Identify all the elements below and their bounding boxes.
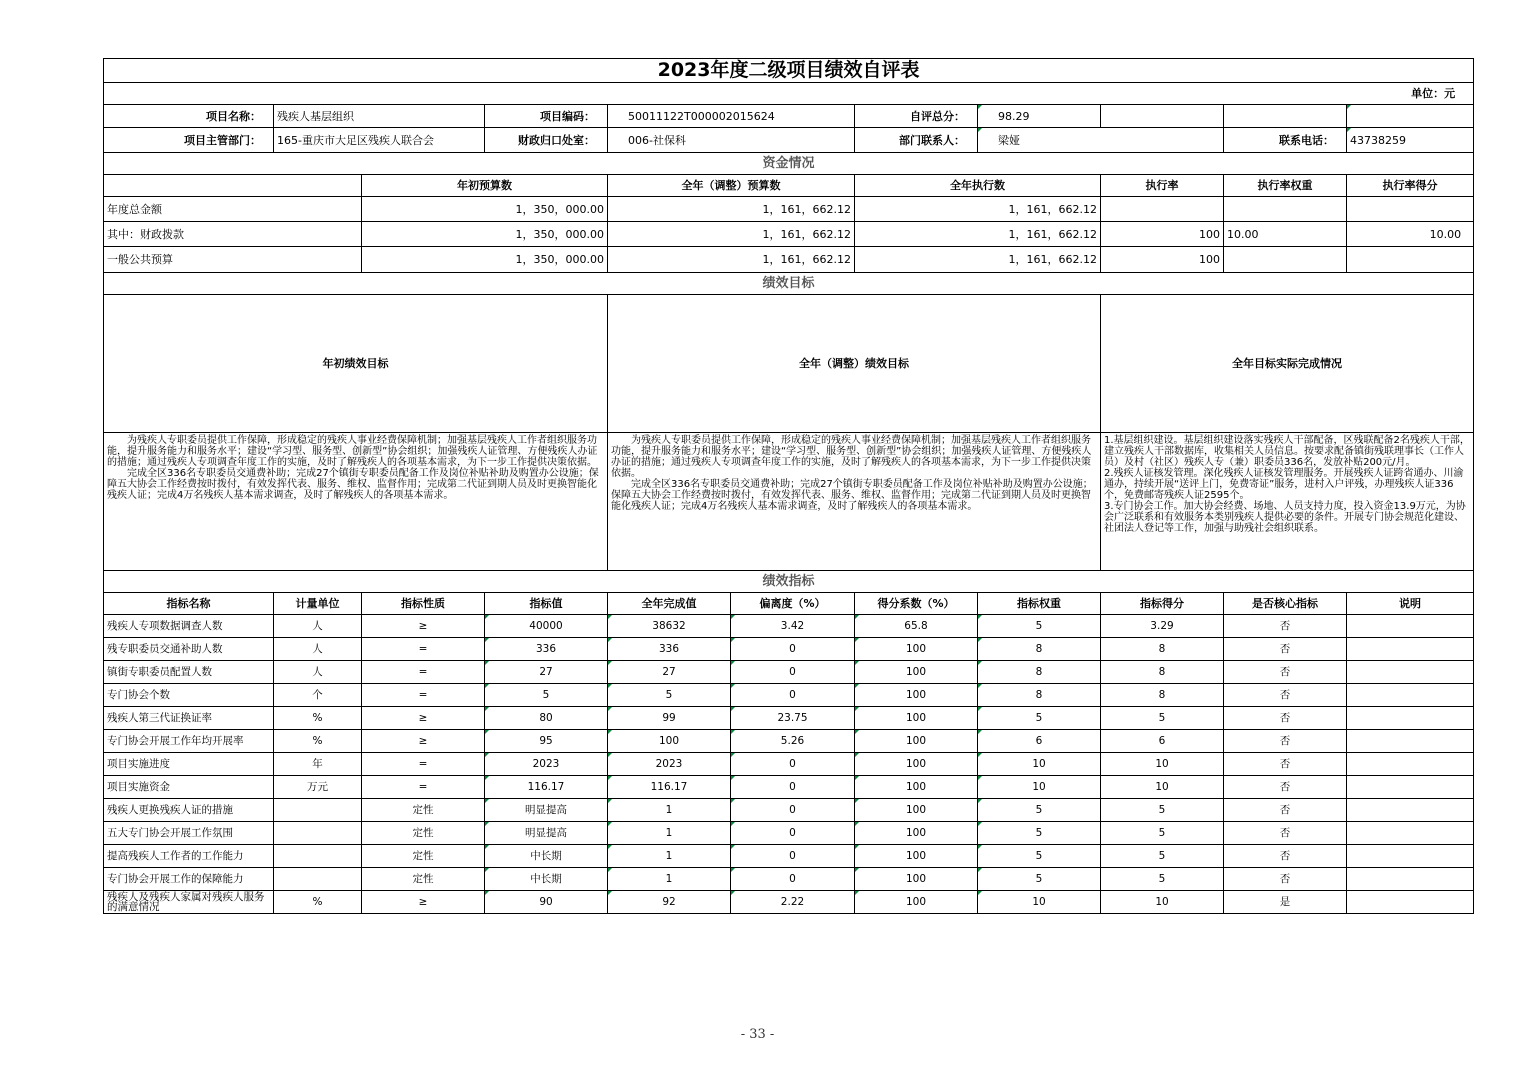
ind-note — [1347, 638, 1474, 661]
ind-header-core: 是否核心指标 — [1224, 593, 1347, 615]
ind-deviation: 0 — [731, 638, 855, 661]
ind-nature: = — [362, 684, 485, 707]
ind-name: 残疾人更换残疾人证的措施 — [104, 799, 274, 822]
ind-core: 否 — [1224, 845, 1347, 868]
project-name-value: 残疾人基层组织 — [274, 105, 485, 128]
funds-row — [104, 222, 1474, 247]
ind-note — [1347, 822, 1474, 845]
indicator-row — [104, 753, 1474, 776]
ind-nature: 定性 — [362, 822, 485, 845]
ind-note — [1347, 753, 1474, 776]
ind-header-nature: 指标性质 — [362, 593, 485, 615]
unit-label: 单位：元 — [104, 83, 1474, 105]
goals-header-initial: 年初绩效目标 — [104, 295, 608, 433]
ind-nature: 定性 — [362, 845, 485, 868]
ind-core: 否 — [1224, 684, 1347, 707]
indicator-row — [104, 684, 1474, 707]
funds-executed: 1，161，662.12 — [855, 222, 1101, 247]
funds-weight: 10.00 — [1224, 222, 1347, 247]
indicator-row — [104, 799, 1474, 822]
ind-unit: % — [274, 730, 362, 753]
finance-office-label: 财政归口处室： — [485, 128, 608, 153]
ind-coef: 100 — [855, 799, 978, 822]
ind-actual: 116.17 — [608, 776, 731, 799]
indicator-row — [104, 776, 1474, 799]
ind-weight: 10 — [978, 891, 1101, 914]
ind-core: 否 — [1224, 615, 1347, 638]
funds-adjusted: 1，161，662.12 — [608, 247, 855, 273]
ind-score: 10 — [1101, 776, 1224, 799]
ind-unit — [274, 822, 362, 845]
ind-coef: 100 — [855, 638, 978, 661]
goals-section-title: 绩效目标 — [104, 273, 1474, 295]
funds-header-initial: 年初预算数 — [362, 175, 608, 197]
dept-value: 165-重庆市大足区残疾人联合会 — [274, 128, 485, 153]
ind-name: 残疾人专项数据调查人数 — [104, 615, 274, 638]
ind-coef: 100 — [855, 845, 978, 868]
ind-actual: 27 — [608, 661, 731, 684]
goals-actual-text: 1.基层组织建设。基层组织建设落实残疾人干部配备，区残联配备2名残疾人干部，建立残疾人干部数据库，收集相关人员信息。按要求配备镇街残联理事长（工作人员）及村（社区）残疾人专（兼）职委员336名，发放补贴200元/月。 2.残疾人证核发管理。深化残疾人证核发管理服务。开展残疾人证跨省通办、川渝通办，持续开展“送评上门，免费寄证”服务，进村入户评残，办理残疾人证336个，免费邮寄残疾人证2595个。 3.专门协会工作。加大协会经费、场地、人员支持力度，投入资金13.9万元，为协会广泛联系和有效服务本类别残疾人提供必要的条件。开展专门协会规范化建设、社团法人登记等工作，加强与助残社会组织联系。 — [1101, 433, 1474, 571]
ind-score: 10 — [1101, 753, 1224, 776]
goals-header-row — [104, 295, 1474, 433]
ind-score: 8 — [1101, 661, 1224, 684]
ind-unit: % — [274, 707, 362, 730]
funds-rate: 100 — [1101, 247, 1224, 273]
ind-unit — [274, 799, 362, 822]
ind-coef: 100 — [855, 730, 978, 753]
indicator-row — [104, 730, 1474, 753]
phone-label: 联系电话： — [1224, 128, 1347, 153]
page-title: 2023年度二级项目绩效自评表 — [104, 59, 1474, 83]
ind-header-unit: 计量单位 — [274, 593, 362, 615]
self-evaluation-sheet — [103, 58, 1473, 914]
ind-nature: = — [362, 776, 485, 799]
contact-label: 部门联系人： — [855, 128, 978, 153]
ind-coef: 100 — [855, 684, 978, 707]
ind-coef: 100 — [855, 776, 978, 799]
goals-content-row — [104, 433, 1474, 571]
ind-weight: 10 — [978, 753, 1101, 776]
ind-name: 残专职委员交通补助人数 — [104, 638, 274, 661]
funds-header-score: 执行率得分 — [1347, 175, 1474, 197]
indicator-row — [104, 822, 1474, 845]
indicators-header-row — [104, 593, 1474, 615]
funds-initial: 1，350，000.00 — [362, 247, 608, 273]
ind-name: 提高残疾人工作者的工作能力 — [104, 845, 274, 868]
ind-core: 否 — [1224, 730, 1347, 753]
ind-weight: 8 — [978, 661, 1101, 684]
empty-cell — [1347, 105, 1474, 128]
funds-adjusted: 1，161，662.12 — [608, 222, 855, 247]
ind-actual: 1 — [608, 822, 731, 845]
ind-name: 专门协会开展工作年均开展率 — [104, 730, 274, 753]
ind-target: 2023 — [485, 753, 608, 776]
ind-core: 否 — [1224, 868, 1347, 891]
ind-core: 否 — [1224, 822, 1347, 845]
ind-deviation: 0 — [731, 868, 855, 891]
funds-executed: 1，161，662.12 — [855, 197, 1101, 222]
ind-core: 否 — [1224, 776, 1347, 799]
ind-unit: 年 — [274, 753, 362, 776]
ind-weight: 8 — [978, 684, 1101, 707]
ind-name: 专门协会开展工作的保障能力 — [104, 868, 274, 891]
ind-weight: 5 — [978, 615, 1101, 638]
ind-target: 336 — [485, 638, 608, 661]
ind-coef: 100 — [855, 868, 978, 891]
contact-value: 梁娅 — [978, 128, 1224, 153]
ind-unit: 个 — [274, 684, 362, 707]
empty-cell — [1101, 105, 1224, 128]
ind-core: 否 — [1224, 661, 1347, 684]
ind-core: 否 — [1224, 753, 1347, 776]
ind-note — [1347, 661, 1474, 684]
ind-unit — [274, 868, 362, 891]
ind-target: 27 — [485, 661, 608, 684]
ind-weight: 10 — [978, 776, 1101, 799]
funds-row-label: 其中：财政拨款 — [104, 222, 362, 247]
ind-deviation: 0 — [731, 684, 855, 707]
ind-note — [1347, 799, 1474, 822]
ind-score: 5 — [1101, 822, 1224, 845]
ind-actual: 2023 — [608, 753, 731, 776]
indicator-row — [104, 707, 1474, 730]
ind-header-target: 指标值 — [485, 593, 608, 615]
ind-nature: = — [362, 661, 485, 684]
ind-note — [1347, 891, 1474, 914]
funds-score — [1347, 247, 1474, 273]
ind-name: 项目实施资金 — [104, 776, 274, 799]
project-info-row-2 — [104, 128, 1474, 153]
ind-weight: 8 — [978, 638, 1101, 661]
ind-deviation: 0 — [731, 822, 855, 845]
funds-score — [1347, 197, 1474, 222]
ind-coef: 100 — [855, 753, 978, 776]
ind-unit: 万元 — [274, 776, 362, 799]
funds-row-label: 年度总金额 — [104, 197, 362, 222]
score-total-value: 98.29 — [978, 105, 1101, 128]
ind-actual: 336 — [608, 638, 731, 661]
ind-nature: ≥ — [362, 707, 485, 730]
ind-name: 项目实施进度 — [104, 753, 274, 776]
ind-nature: 定性 — [362, 868, 485, 891]
ind-unit: 人 — [274, 638, 362, 661]
ind-weight: 6 — [978, 730, 1101, 753]
ind-coef: 65.8 — [855, 615, 978, 638]
ind-deviation: 0 — [731, 845, 855, 868]
funds-row — [104, 197, 1474, 222]
ind-target: 95 — [485, 730, 608, 753]
ind-actual: 100 — [608, 730, 731, 753]
ind-target: 116.17 — [485, 776, 608, 799]
ind-note — [1347, 776, 1474, 799]
ind-deviation: 0 — [731, 753, 855, 776]
ind-weight: 5 — [978, 845, 1101, 868]
funds-initial: 1，350，000.00 — [362, 222, 608, 247]
ind-target: 90 — [485, 891, 608, 914]
ind-target: 明显提高 — [485, 822, 608, 845]
ind-nature: ≥ — [362, 730, 485, 753]
ind-actual: 5 — [608, 684, 731, 707]
ind-actual: 38632 — [608, 615, 731, 638]
ind-target: 中长期 — [485, 868, 608, 891]
ind-name: 残疾人及残疾人家属对残疾人服务的满意情况 — [104, 891, 274, 914]
project-code-value: 50011122T000002015624 — [608, 105, 855, 128]
funds-header-rate: 执行率 — [1101, 175, 1224, 197]
ind-coef: 100 — [855, 822, 978, 845]
goals-adjusted-text: 为残疾人专职委员提供工作保障，形成稳定的残疾人事业经费保障机制；加强基层残疾人工作者组织服务功能，提升服务能力和服务水平；建设“学习型、服务型、创新型”协会组织；加强残疾人证管理、方便残疾人办证的措施；通过残疾人专项调查年度工作的实施，及时了解残疾人的各项基本需求，为下一步工作提供决策依据。 完成全区336名专职委员交通费补助；完成27个镇街专职委员配备工作及岗位补贴补助及购置办公设施；保障五大协会工作经费按时拨付，有效发挥代表、服务、维权、监督作用；完成第二代证到期人员及时更换智能化残疾人证；完成4万名残疾人基本需求调查，及时了解残疾人的各项基本需求。 — [608, 433, 1101, 571]
ind-deviation: 3.42 — [731, 615, 855, 638]
ind-score: 10 — [1101, 891, 1224, 914]
funds-header-adjusted: 全年（调整）预算数 — [608, 175, 855, 197]
funds-row-label: 一般公共预算 — [104, 247, 362, 273]
ind-coef: 100 — [855, 707, 978, 730]
indicator-row — [104, 891, 1474, 914]
empty-cell — [1224, 105, 1347, 128]
evaluation-table — [103, 58, 1474, 914]
project-name-label: 项目名称： — [104, 105, 274, 128]
score-total-label: 自评总分： — [855, 105, 978, 128]
ind-weight: 5 — [978, 822, 1101, 845]
ind-actual: 1 — [608, 845, 731, 868]
funds-header-executed: 全年执行数 — [855, 175, 1101, 197]
project-code-label: 项目编码： — [485, 105, 608, 128]
funds-adjusted: 1，161，662.12 — [608, 197, 855, 222]
ind-score: 5 — [1101, 845, 1224, 868]
ind-nature: 定性 — [362, 799, 485, 822]
ind-target: 80 — [485, 707, 608, 730]
ind-note — [1347, 868, 1474, 891]
ind-core: 否 — [1224, 707, 1347, 730]
indicator-row — [104, 661, 1474, 684]
funds-score: 10.00 — [1347, 222, 1474, 247]
funds-rate: 100 — [1101, 222, 1224, 247]
ind-target: 5 — [485, 684, 608, 707]
ind-actual: 1 — [608, 868, 731, 891]
ind-header-deviation: 偏离度（%） — [731, 593, 855, 615]
funds-section-title: 资金情况 — [104, 153, 1474, 175]
ind-header-note: 说明 — [1347, 593, 1474, 615]
indicators-section-title: 绩效指标 — [104, 571, 1474, 593]
funds-initial: 1，350，000.00 — [362, 197, 608, 222]
ind-deviation: 0 — [731, 661, 855, 684]
funds-executed: 1，161，662.12 — [855, 247, 1101, 273]
goals-initial-text: 为残疾人专职委员提供工作保障，形成稳定的残疾人事业经费保障机制；加强基层残疾人工作者组织服务功能，提升服务能力和服务水平；建设“学习型、服务型、创新型”协会组织；加强残疾人证管理、方便残疾人办证的措施；通过残疾人专项调查年度工作的实施，及时了解残疾人的各项基本需求，为下一步工作提供决策依据。 完成全区336名专职委员交通费补助；完成27个镇街专职委员配备工作及岗位补贴补助及购置办公设施；保障五大协会工作经费按时拨付，有效发挥代表、服务、维权、监督作用；完成第二代证到期人员及时更换智能化残疾人证；完成4万名残疾人基本需求调查，及时了解残疾人的各项基本需求。 — [104, 433, 608, 571]
ind-score: 5 — [1101, 707, 1224, 730]
ind-unit: 人 — [274, 661, 362, 684]
ind-deviation: 23.75 — [731, 707, 855, 730]
ind-target: 40000 — [485, 615, 608, 638]
goals-header-actual: 全年目标实际完成情况 — [1101, 295, 1474, 433]
ind-header-name: 指标名称 — [104, 593, 274, 615]
ind-score: 8 — [1101, 638, 1224, 661]
ind-coef: 100 — [855, 891, 978, 914]
ind-target: 明显提高 — [485, 799, 608, 822]
ind-header-weight: 指标权重 — [978, 593, 1101, 615]
ind-weight: 5 — [978, 799, 1101, 822]
ind-unit: 人 — [274, 615, 362, 638]
ind-actual: 1 — [608, 799, 731, 822]
ind-note — [1347, 615, 1474, 638]
ind-header-score: 指标得分 — [1101, 593, 1224, 615]
funds-header-weight: 执行率权重 — [1224, 175, 1347, 197]
indicator-row — [104, 845, 1474, 868]
ind-score: 6 — [1101, 730, 1224, 753]
ind-deviation: 0 — [731, 799, 855, 822]
ind-deviation: 5.26 — [731, 730, 855, 753]
finance-office-value: 006-社保科 — [608, 128, 855, 153]
ind-unit: % — [274, 891, 362, 914]
ind-name: 专门协会个数 — [104, 684, 274, 707]
ind-actual: 99 — [608, 707, 731, 730]
ind-note — [1347, 845, 1474, 868]
ind-note — [1347, 707, 1474, 730]
ind-deviation: 0 — [731, 776, 855, 799]
ind-name: 五大专门协会开展工作氛围 — [104, 822, 274, 845]
page-number: - 33 - — [740, 1027, 775, 1042]
ind-nature: ≥ — [362, 615, 485, 638]
funds-header-empty — [104, 175, 362, 197]
ind-target: 中长期 — [485, 845, 608, 868]
dept-label: 项目主管部门： — [104, 128, 274, 153]
indicator-row — [104, 638, 1474, 661]
ind-note — [1347, 684, 1474, 707]
ind-nature: = — [362, 753, 485, 776]
funds-header-row — [104, 175, 1474, 197]
funds-row — [104, 247, 1474, 273]
ind-unit — [274, 845, 362, 868]
indicator-row — [104, 868, 1474, 891]
ind-actual: 92 — [608, 891, 731, 914]
funds-weight — [1224, 247, 1347, 273]
ind-name: 镇街专职委员配置人数 — [104, 661, 274, 684]
ind-score: 8 — [1101, 684, 1224, 707]
ind-core: 是 — [1224, 891, 1347, 914]
goals-header-adjusted: 全年（调整）绩效目标 — [608, 295, 1101, 433]
ind-core: 否 — [1224, 799, 1347, 822]
ind-weight: 5 — [978, 707, 1101, 730]
ind-score: 5 — [1101, 799, 1224, 822]
ind-score: 5 — [1101, 868, 1224, 891]
ind-note — [1347, 730, 1474, 753]
ind-core: 否 — [1224, 638, 1347, 661]
funds-weight — [1224, 197, 1347, 222]
ind-deviation: 2.22 — [731, 891, 855, 914]
ind-header-actual: 全年完成值 — [608, 593, 731, 615]
phone-value: 43738259 — [1347, 128, 1474, 153]
funds-rate — [1101, 197, 1224, 222]
ind-weight: 5 — [978, 868, 1101, 891]
project-info-row-1 — [104, 105, 1474, 128]
ind-coef: 100 — [855, 661, 978, 684]
ind-header-coef: 得分系数（%） — [855, 593, 978, 615]
indicator-row — [104, 615, 1474, 638]
ind-nature: = — [362, 638, 485, 661]
ind-name: 残疾人第三代证换证率 — [104, 707, 274, 730]
ind-score: 3.29 — [1101, 615, 1224, 638]
ind-nature: ≥ — [362, 891, 485, 914]
